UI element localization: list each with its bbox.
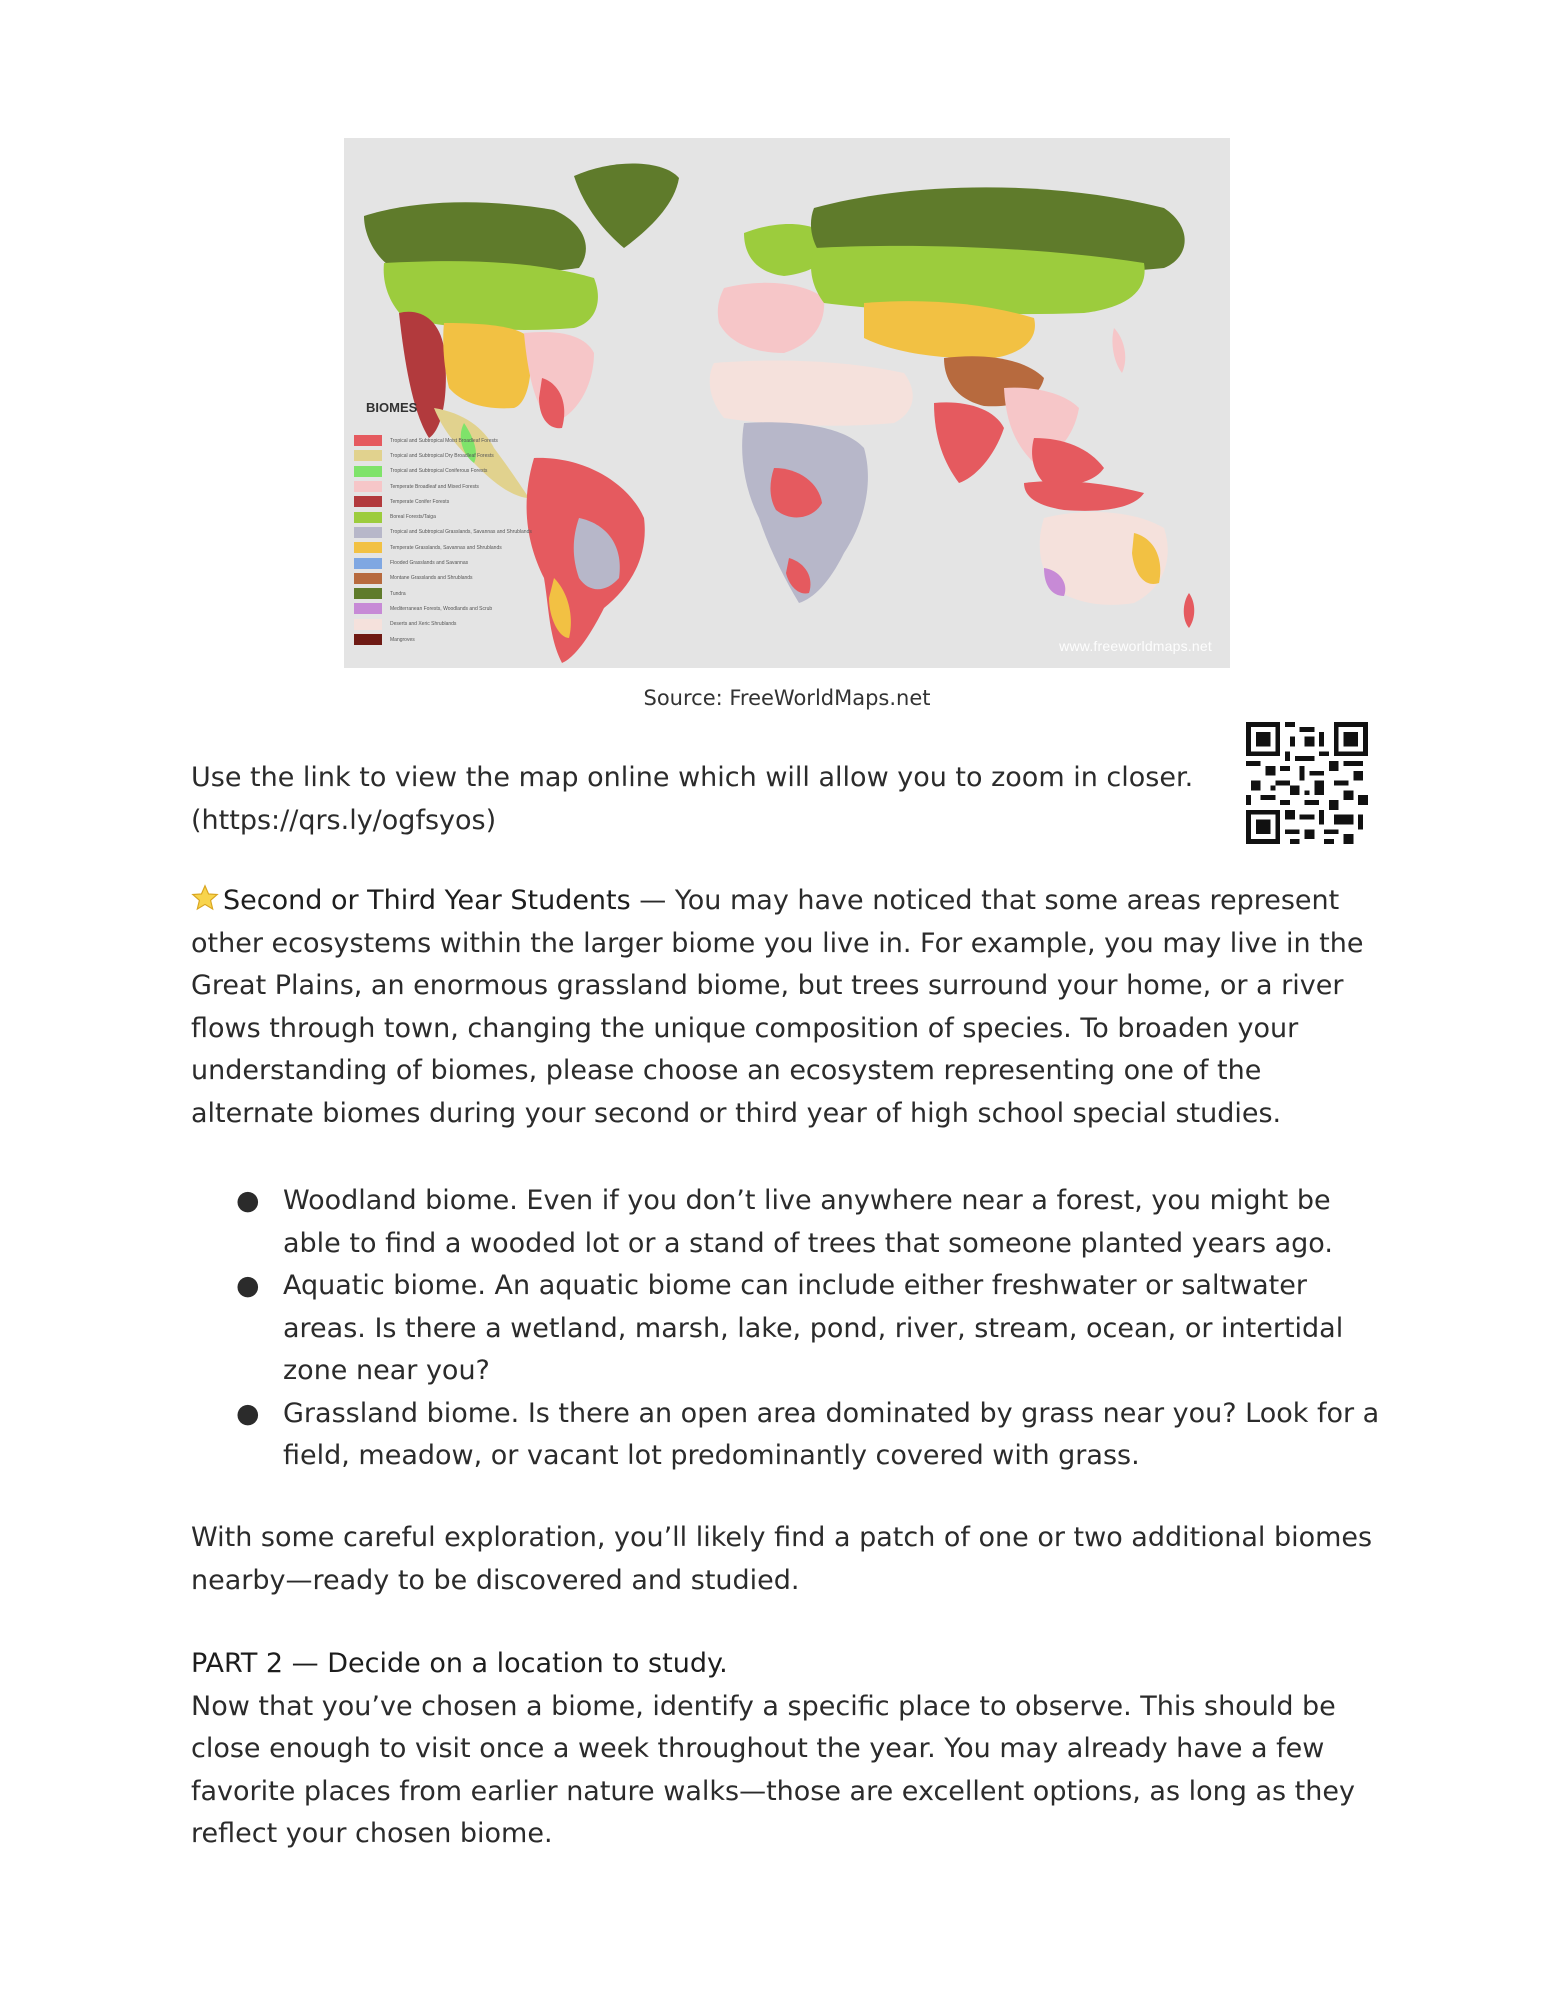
legend-swatch bbox=[354, 450, 382, 461]
intro-link[interactable]: (https://qrs.ly/ogfsyos) bbox=[191, 804, 497, 836]
legend-swatch bbox=[354, 512, 382, 523]
legend-label: Deserts and Xeric Shrublands bbox=[390, 621, 457, 628]
list-item: ● Woodland biome. Even if you don’t live anywhere near a forest, you might be able to find a wooded lot or a stand of trees that someone planted years ago. bbox=[191, 1180, 1391, 1265]
legend-label: Tropical and Subtropical Grasslands, Savannas and Shrublands bbox=[390, 529, 532, 536]
legend-swatch bbox=[354, 573, 382, 584]
legend-item bbox=[354, 525, 594, 540]
legend-item bbox=[354, 632, 594, 647]
legend-label: Montane Grasslands and Shrublands bbox=[390, 575, 473, 582]
qr-code-icon[interactable] bbox=[1246, 722, 1368, 844]
legend-item bbox=[354, 494, 594, 509]
map-legend bbox=[354, 400, 594, 647]
legend-item bbox=[354, 555, 594, 570]
bullet-icon: ● bbox=[236, 1270, 260, 1301]
legend-swatch bbox=[354, 527, 382, 538]
legend-label: Mediterranean Forests, Woodlands and Scrub bbox=[390, 605, 493, 612]
legend-swatch bbox=[354, 588, 382, 599]
legend-item bbox=[354, 601, 594, 616]
legend-swatch bbox=[354, 619, 382, 630]
biomes-world-map bbox=[344, 138, 1230, 668]
legend-label: Temperate Grasslands, Savannas and Shrublands bbox=[390, 544, 502, 551]
figure-caption: Source: FreeWorldMaps.net bbox=[643, 686, 931, 710]
legend-swatch bbox=[354, 603, 382, 614]
legend-title: BIOMES bbox=[366, 400, 418, 415]
part2-section bbox=[191, 1643, 1381, 1856]
legend-item bbox=[354, 571, 594, 586]
legend-item bbox=[354, 448, 594, 463]
part2-heading: PART 2 — Decide on a location to study. bbox=[191, 1648, 728, 1679]
legend-item bbox=[354, 509, 594, 524]
legend-label: Boreal Forests/Taiga bbox=[390, 514, 436, 521]
legend-swatch bbox=[354, 496, 382, 507]
second-third-year-body: — You may have noticed that some areas represent other ecosystems within the larger biome you live in. For example, you may live in the Great Plains, an enormous grassland biome, but trees surround your home, or a river flows through town, changing the unique composition of species. To broaden your understanding of biomes, please choose an ecosystem representing one of the alternate biomes during your second or third year of high school special studies. bbox=[191, 885, 1364, 1129]
legend-swatch bbox=[354, 634, 382, 645]
legend-label: Flooded Grasslands and Savannas bbox=[390, 560, 469, 567]
legend-swatch bbox=[354, 558, 382, 569]
legend-swatch bbox=[354, 466, 382, 477]
part2-body: Now that you’ve chosen a biome, identify a specific place to observe. This should be close enough to visit once a week throughout the year. You may already have a few favorite places from earlier nature walks—those are excellent options, as long as they reflect your chosen biome. bbox=[191, 1690, 1355, 1849]
list-item: ● Aquatic biome. An aquatic biome can include either freshwater or saltwater areas. Is there a wetland, marsh, lake, pond, river, stream, ocean, or intertidal zone near you? bbox=[191, 1265, 1391, 1393]
second-third-year-paragraph bbox=[191, 880, 1381, 1135]
list-item: ● Grassland biome. Is there an open area dominated by grass near you? Look for a field, meadow, or vacant lot predominantly covered with grass. bbox=[191, 1393, 1391, 1478]
legend-label: Tropical and Subtropical Dry Broadleaf Forests bbox=[390, 452, 494, 459]
closing-paragraph: With some careful exploration, you’ll likely find a patch of one or two additional biomes nearby—ready to be discovered and studied. bbox=[191, 1522, 1373, 1596]
star-icon bbox=[191, 884, 219, 912]
legend-item bbox=[354, 617, 594, 632]
legend-label: Tundra bbox=[390, 590, 406, 597]
legend-item bbox=[354, 586, 594, 601]
legend-swatch bbox=[354, 435, 382, 446]
bullet-icon: ● bbox=[236, 1397, 260, 1429]
legend-swatch bbox=[354, 481, 382, 492]
legend-item bbox=[354, 433, 594, 448]
map-watermark: www.freeworldmaps.net bbox=[1059, 638, 1212, 654]
legend-item bbox=[354, 464, 594, 479]
legend-item bbox=[354, 540, 594, 555]
intro-line-1: Use the link to view the map online which will allow you to zoom in closer. bbox=[191, 762, 1194, 793]
legend-label: Temperate Broadleaf and Mixed Forests bbox=[390, 483, 479, 490]
second-third-year-heading: Second or Third Year Students bbox=[223, 885, 631, 916]
legend-swatch bbox=[354, 542, 382, 553]
legend-label: Tropical and Subtropical Moist Broadleaf Forests bbox=[390, 437, 498, 444]
legend-label: Temperate Conifer Forests bbox=[390, 498, 450, 505]
bullet-icon: ● bbox=[236, 1185, 260, 1216]
legend-item bbox=[354, 479, 594, 494]
intro-paragraph bbox=[191, 757, 1231, 842]
alternate-biomes-list bbox=[191, 1180, 1391, 1478]
legend-label: Tropical and Subtropical Coniferous Forests bbox=[390, 468, 488, 475]
legend-label: Mangroves bbox=[390, 636, 415, 643]
